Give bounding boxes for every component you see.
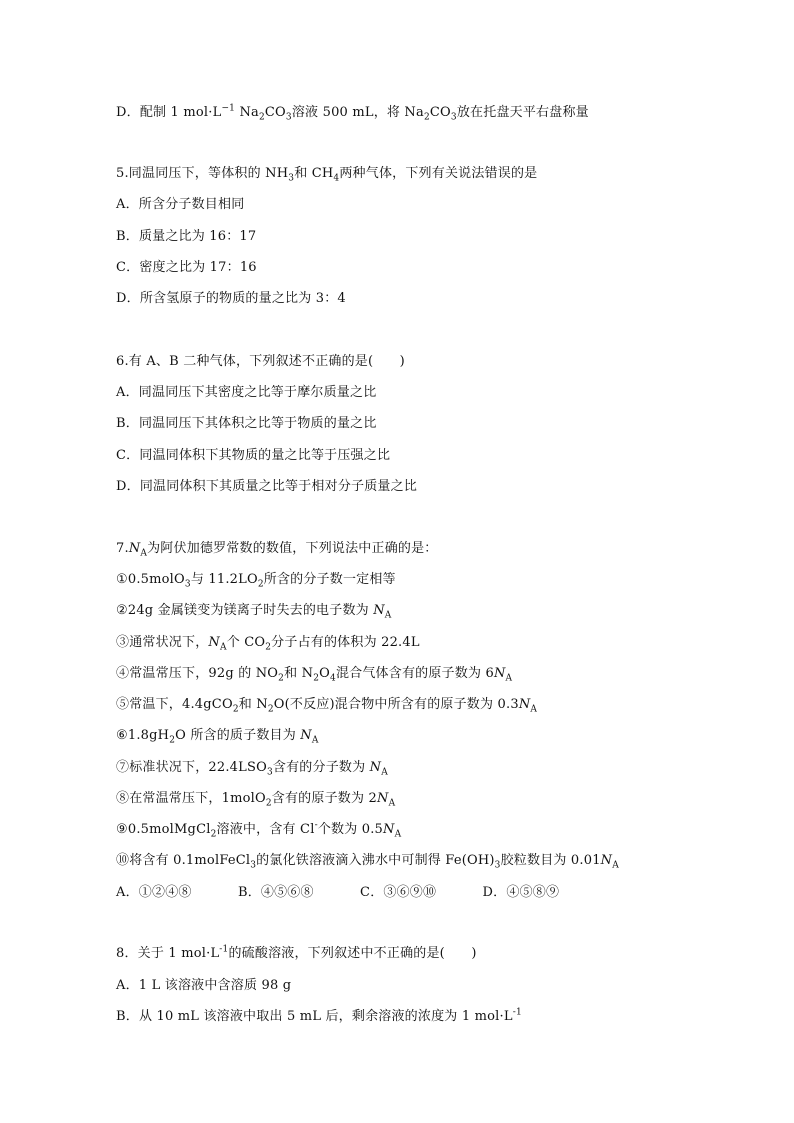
q7-choice-d: D．④⑤⑧⑨	[482, 885, 560, 900]
q7-statement-1: ①0.5molO$_3$与 $11.2LO_2$所含的分子数一定相等	[116, 572, 396, 590]
q7-choice-b: B．④⑤⑥⑧	[237, 885, 314, 900]
q7-statement-5: ⑤常温下，4.4gCO$_2$和 $N_2O$(不反应)混合物中所含有的原子数为 $0.3N_A$	[116, 697, 538, 715]
q5-option-c: C．密度之比为 17：16	[116, 260, 257, 275]
q5-stem: 5.同温同压下，等体积的 $NH_3$和 $CH_4$两种气体，下列有关说法错误的是	[116, 166, 538, 184]
q5-option-b: B．质量之比为 16：17	[116, 229, 257, 244]
q8-option-a: A．1 L 该溶液中含溶质 98 g	[116, 978, 292, 993]
q7-statement-10: ⑩将含有 0.1molFeCl$_3$的氯化铁溶液滴入沸水中可制得 $Fe(OH)_3$胶粒数目为 $0.01N_A$	[116, 853, 619, 871]
q7-choice-a: A．①②④⑧	[116, 885, 192, 900]
q7-statement-9: ⑨0.5molMgCl$_2$溶液中，含有 Cl-个数为 $0.5N_A$	[116, 820, 402, 840]
q6-stem: 6.有 A、B 二种气体，下列叙述不正确的是( )	[116, 354, 405, 369]
q6-option-a: A．同温同压下其密度之比等于摩尔质量之比	[116, 385, 377, 400]
q6-option-d: D．同温同体积下其质量之比等于相对分子质量之比	[116, 479, 418, 494]
q7-statement-3: ③通常状况下，$N_A$个 $CO_2$分子占有的体积为 22.4L	[116, 635, 420, 653]
q8-stem: 8．关于 1 $mol\cdot L^{-1}$的硫酸溶液，下列叙述中不正确的是( )	[116, 944, 477, 961]
q7-statement-7: ⑦标准状况下，$22.4LSO_3$含有的分子数为 $N_A$	[116, 760, 388, 778]
q6-option-b: B．同温同压下其体积之比等于物质的量之比	[116, 416, 377, 431]
q6-option-c: C．同温同体积下其物质的量之比等于压强之比	[116, 448, 391, 463]
q5-option-a: A．所含分子数目相同	[116, 197, 245, 212]
q7-stem: $7.N_A$为阿伏加德罗常数的数值，下列说法中正确的是：	[116, 541, 438, 559]
q7-statement-2: ②24g 金属镁变为镁离子时失去的电子数为 $N_A$	[116, 603, 392, 621]
q7-choice-c: C．③⑥⑨⑩	[360, 885, 437, 900]
q5-option-d: D．所含氢原子的物质的量之比为 3：4	[116, 291, 346, 306]
q4-option-d: D．配制 1 $mol\cdot L^{-1}$ $Na_2CO_3$溶液 500 mL，将 $Na_2CO_3$放在托盘天平右盘称量	[116, 103, 589, 123]
q7-choices	[116, 885, 559, 901]
q8-option-b: B．从 10 mL 该溶液中取出 5 mL 后，剩余溶液的浓度为 1 $mol\cdot L^{-1}$	[116, 1007, 522, 1024]
q7-statement-4: ④常温常压下，92g 的 $NO_2$和 $N_2O_4$混合气体含有的原子数为 $6N_A$	[116, 666, 513, 684]
q7-statement-6: $⑥1.8gH_2O$ 所含的质子数目为 $N_A$	[116, 728, 319, 746]
q7-statement-8: ⑧在常温常压下，1molO$_2$含有的原子数为 $2N_A$	[116, 791, 396, 809]
